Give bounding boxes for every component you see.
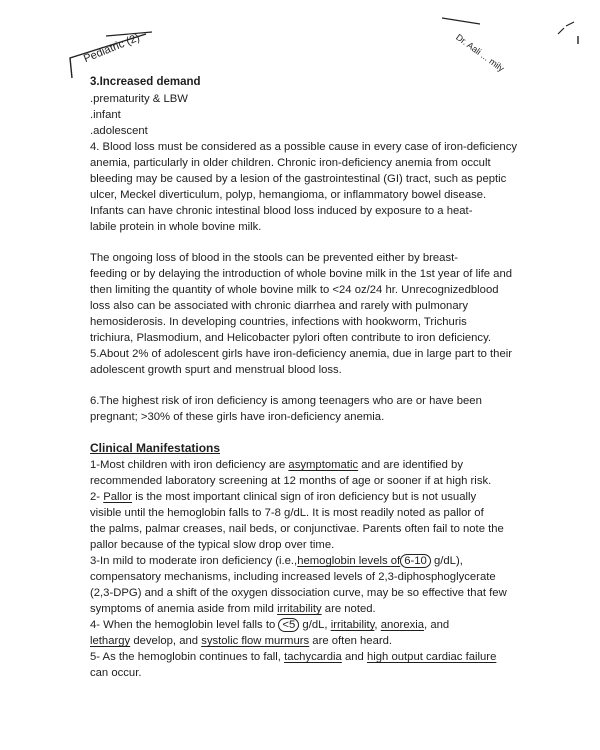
text-segment: symptoms of anemia aside from mild [90,603,278,615]
text-segment: g/dL), [430,555,463,567]
handwritten-stamp-right [440,14,590,78]
text-line: pallor because of the typical slow drop over time. [90,539,335,551]
text-line: hemosiderosis. In developing countries, infections with hookworm, Trichuris [90,316,467,328]
text-line [90,457,520,473]
text-segment: and are identified by [358,459,463,471]
underlined-term: high output cardiac failure [366,651,497,663]
text-line: 5.About 2% of adolescent girls have iron-deficiency anemia, due in large part to their [90,348,512,360]
text-segment: g/dL, [299,619,331,631]
text-segment: 4- When the hemoglobin level falls to [90,619,279,631]
clinical-point-5 [90,649,520,681]
clinical-point-3 [90,553,520,617]
text-line [90,601,520,617]
text-line: trichiura, Plasmodium, and Helicobacter pylori often contribute to iron deficiency. [90,332,492,344]
text-segment: develop, and [130,635,202,647]
text-segment: and [341,651,367,663]
paragraph-stool-blood-loss [90,250,520,378]
text-line: anemia, particularly in older children. Chronic iron-deficiency anemia from occult [90,157,491,169]
text-segment: 1-Most children with iron deficiency are [90,459,289,471]
demand-item: .adolescent [90,125,148,137]
text-line: visible until the hemoglobin falls to 7-8 g/dL. It is most readily noted as pallor of [90,507,484,519]
paragraph-teen-pregnancy [90,393,520,425]
demand-item: .infant [90,109,121,121]
text-line [90,553,520,569]
text-line [90,489,520,505]
text-line: loss also can be associated with chronic diarrhea and rarely with pulmonary [90,300,469,312]
text-line: the palms, palmar creases, nail beds, or conjunctivae. Parents often fail to note the [90,523,504,535]
text-segment: are noted. [321,603,376,615]
text-line: ulcer, Meckel diverticulum, polyp, hemangioma, or inflammatory bowel disease. [90,189,487,201]
stamp-left-text: Pediatric (2) [82,31,142,66]
text-segment: , [374,619,381,631]
text-line: labile protein in whole bovine milk. [90,221,262,233]
text-line: then limiting the quantity of whole bovine milk to <24 oz/24 hr. Unrecognizedblood [90,284,499,296]
circled-value: <5 [278,618,299,632]
text-line: (2,3-DPG) and a shift of the oxygen dissociation curve, may be so effective that few [90,587,507,599]
underlined-term: Pallor [103,491,133,503]
text-segment: 3-In mild to moderate iron deficiency (i.e., [90,555,298,567]
text-line: feeding or by delaying the introduction of whole bovine milk in the 1st year of life and [90,268,513,280]
underlined-term: hemoglobin levels of [297,555,401,567]
text-line: bleeding may be caused by a lesion of the gastrointestinal (GI) tract, such as peptic [90,173,507,185]
demand-item: .prematurity & LBW [90,93,188,105]
underlined-term: tachycardia [284,651,342,663]
text-line: The ongoing loss of blood in the stools can be prevented either by breast- [90,252,459,264]
text-line: pregnant; >30% of these girls have iron-deficiency anemia. [90,411,385,423]
text-segment: is the most important clinical sign of iron deficiency but is not usually [132,491,477,503]
text-line: can occur. [90,667,142,679]
text-line [90,649,520,665]
clinical-point-1 [90,457,520,489]
clinical-point-2 [90,489,520,553]
text-segment: 5- As the hemoglobin continues to fall, [90,651,285,663]
clinical-manifestations-heading: Clinical Manifestations [90,441,221,455]
text-line [90,617,520,633]
underlined-term: systolic flow murmurs [201,635,310,647]
text-segment: 2- [90,491,104,503]
underlined-term: irritability [277,603,322,615]
text-segment: are often heard. [309,635,393,647]
underlined-term: anorexia [380,619,425,631]
page-content [90,74,520,681]
underlined-term: irritability [330,619,375,631]
text-line: compensatory mechanisms, including increased levels of 2,3-diphosphoglycerate [90,571,496,583]
paragraph-blood-loss [90,139,520,235]
underlined-term: asymptomatic [288,459,359,471]
text-segment: , and [424,619,450,631]
circled-value: 6-10 [400,554,431,568]
text-line [90,633,520,649]
text-line: 4. Blood loss must be considered as a possible cause in every case of iron-deficiency [90,141,517,153]
stamp-right-text: Dr. Aali ... mily [454,32,507,74]
text-line: 6.The highest risk of iron deficiency is among teenagers who are or have been [90,395,482,407]
clinical-point-4 [90,617,520,649]
increased-demand-heading: 3.Increased demand [90,76,201,88]
text-line: Infants can have chronic intestinal blood loss induced by exposure to a heat- [90,205,473,217]
text-line: recommended laboratory screening at 12 months of age or sooner if at high risk. [90,475,492,487]
text-line: adolescent growth spurt and menstrual blood loss. [90,364,342,376]
underlined-term: lethargy [90,635,131,647]
